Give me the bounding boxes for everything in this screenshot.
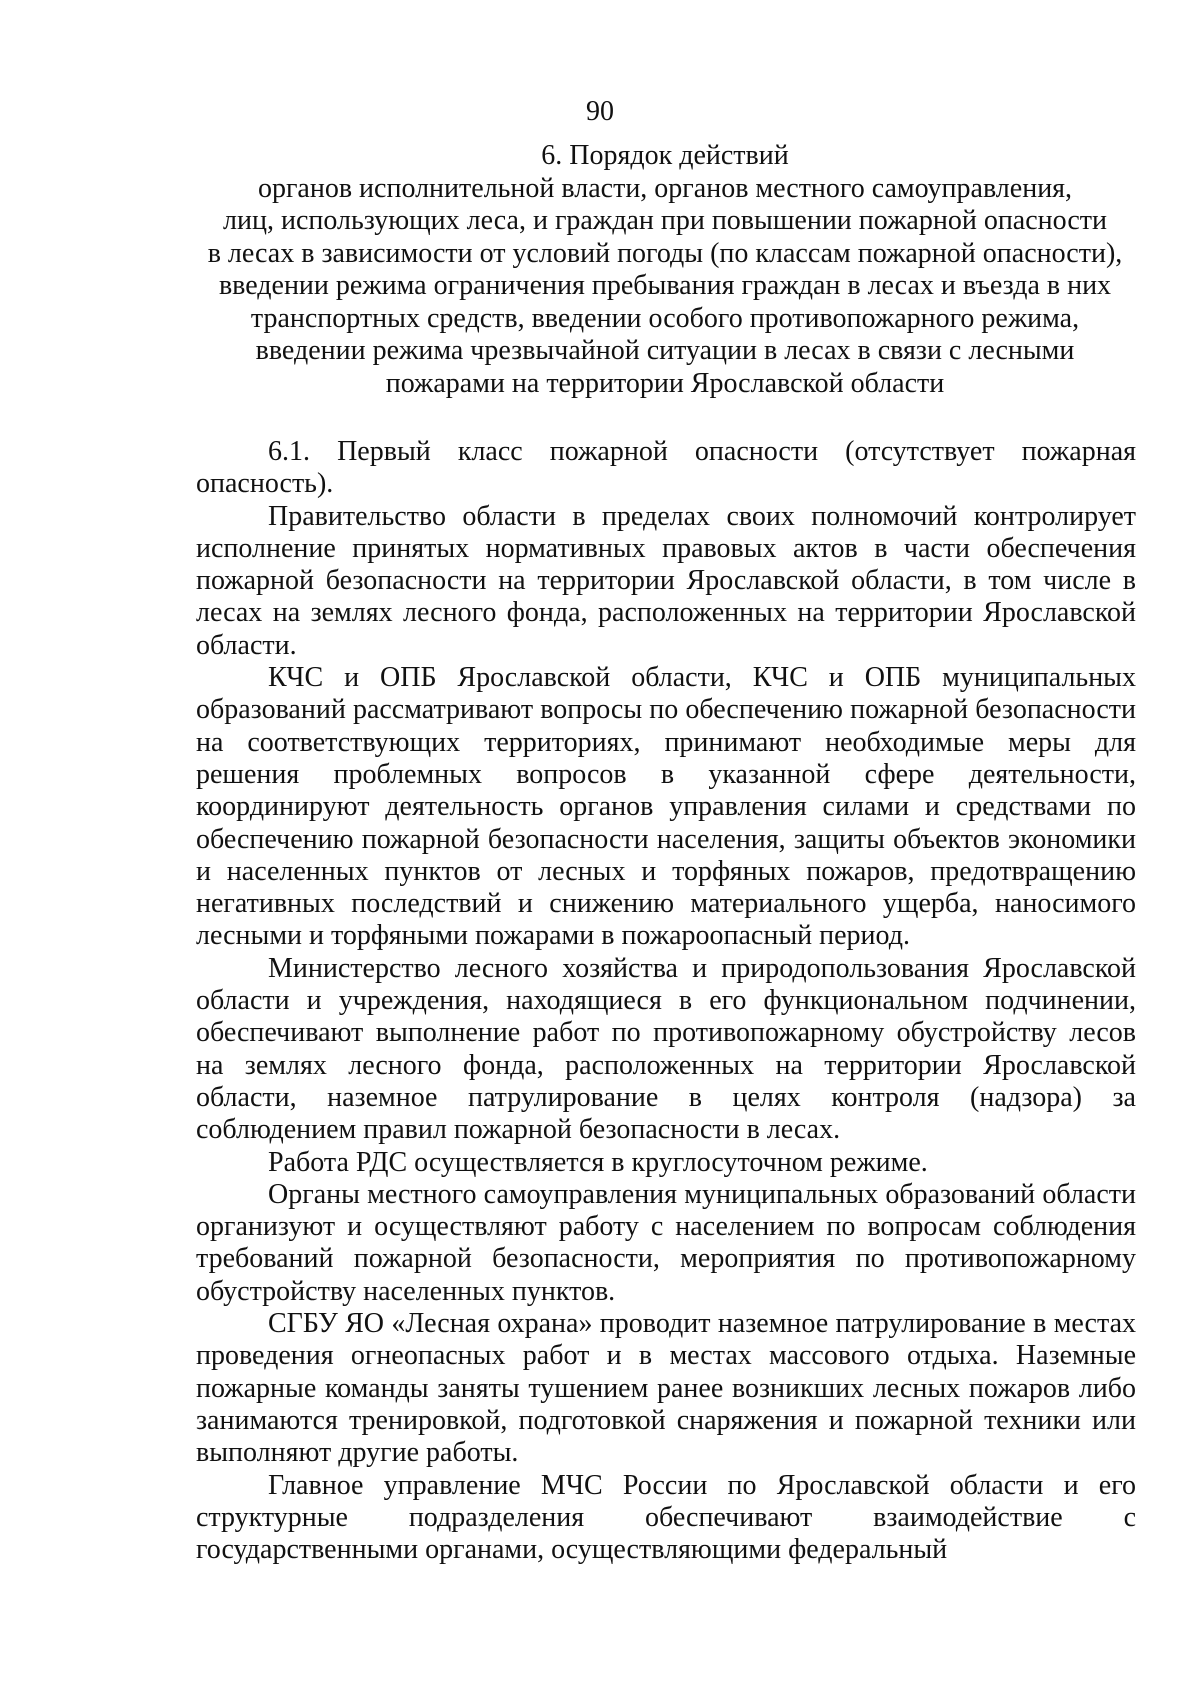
paragraph-rds: Работа РДС осуществляется в круглосуточном режиме. <box>268 1146 928 1178</box>
paragraph-local-government: Органы местного самоуправления муниципальных образований области организуют и осуществляют работу с населением по вопросам соблюдения требований пожарной безопасности, мероприятия по противопожарному обустройству населенных пунктов. <box>196 1178 1136 1307</box>
section-heading <box>190 140 1140 400</box>
paragraph-emercom: Главное управление МЧС России по Ярославской области и его структурные подразделения обеспечивают взаимодействие с государственными органами, осуществляющими федеральный <box>196 1469 1136 1566</box>
paragraph-kchs-opb: КЧС и ОПБ Ярославской области, КЧС и ОПБ муниципальных образований рассматривают вопросы по обеспечению пожарной безопасности на соответствующих территориях, принимают необходимые меры для решения проблемных вопросов в указанной сфере деятельности, координируют деятельность органов управления силами и средствами по обеспечению пожарной безопасности населения, защиты объектов экономики и населенных пунктов от лесных и торфяных пожаров, предотвращению негативных последствий и снижению материального ущерба, наносимого лесными и торфяными пожарами в пожароопасный период. <box>196 662 1136 952</box>
section-subtitle-line: пожарами на территории Ярославской области <box>385 367 945 399</box>
paragraph-fire-class-1: 6.1. Первый класс пожарной опасности (отсутствует пожарная опасность). <box>196 436 1136 500</box>
section-title: 6. Порядок действий <box>541 140 789 171</box>
page-number: 90 <box>586 96 614 127</box>
section-subtitle-line: введении режима чрезвычайной ситуации в лесах в связи с лесными <box>255 335 1075 366</box>
paragraph-government: Правительство области в пределах своих полномочий контролирует исполнение принятых нормативных правовых актов в части обеспечения пожарной безопасности на территории Ярославской области, в том числе в лесах на землях лесного фонда, расположенных на территории Ярославской области. <box>196 500 1136 661</box>
section-subtitle-line: лиц, использующих леса, и граждан при повышении пожарной опасности <box>223 205 1107 236</box>
section-subtitle-line: введении режима ограничения пребывания граждан в лесах и въезда в них <box>218 270 1112 301</box>
section-subtitle-line: в лесах в зависимости от условий погоды (по классам пожарной опасности), <box>207 237 1123 269</box>
paragraph-ministry-forestry: Министерство лесного хозяйства и природопользования Ярославской области и учреждения, находящиеся в его функциональном подчинении, обеспечивают выполнение работ по противопожарному обустройству лесов на землях лесного фонда, расположенных на территории Ярославской области, наземное патрулирование в целях контроля (надзора) за соблюдением правил пожарной безопасности в лесах. <box>196 952 1136 1146</box>
body-text <box>196 436 1136 1566</box>
section-subtitle-line: транспортных средств, введении особого противопожарного режима, <box>250 302 1080 334</box>
paragraph-forest-guard: СГБУ ЯО «Лесная охрана» проводит наземное патрулирование в местах проведения огнеопасных работ и в местах массового отдыха. Наземные пожарные команды заняты тушением ранее возникших лесных пожаров либо занимаются тренировкой, подготовкой снаряжения и пожарной техники или выполняют другие работы. <box>196 1308 1136 1469</box>
section-subtitle-line: органов исполнительной власти, органов местного самоуправления, <box>257 172 1073 204</box>
